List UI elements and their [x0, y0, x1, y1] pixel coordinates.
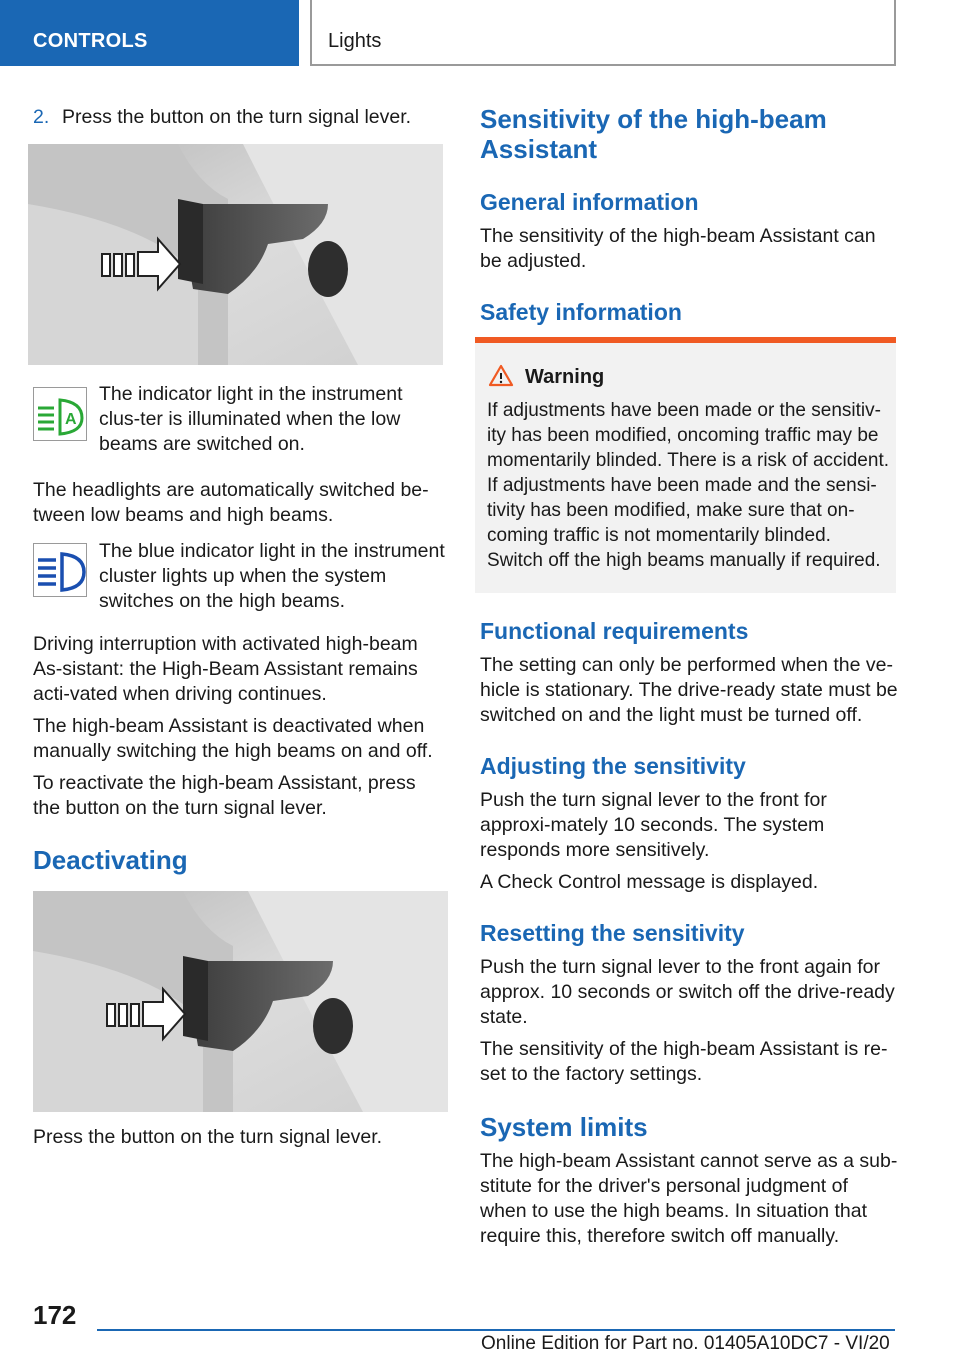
paragraph: Push the turn signal lever to the front for approxi-mately 10 seconds. The system responds more sensitively.: [480, 789, 827, 861]
warning-triangle-icon: [488, 364, 514, 388]
high-beam-icon: [33, 543, 87, 597]
step-2: [33, 106, 411, 129]
paragraph: The headlights are automatically switched be-tween low beams and high beams.: [33, 479, 429, 526]
footer-rule: [97, 1329, 895, 1331]
paragraph: The high-beam Assistant cannot serve as a sub-stitute for the driver's personal judgment of when to use the high beams. In situation that require this, therefore switch off manually.: [480, 1150, 898, 1247]
footer-edition: Online Edition for Part no. 01405A10DC7 - VI/20: [481, 1333, 890, 1354]
turn-signal-lever-photo: [28, 144, 443, 365]
heading-general-information: General information: [480, 189, 699, 215]
indicator2-description: The blue indicator light in the instrument cluster lights up when the system switches on the high beams.: [99, 540, 445, 612]
paragraph: The sensitivity of the high-beam Assistant can be adjusted.: [480, 225, 876, 272]
paragraph: To reactivate the high-beam Assistant, press the button on the turn signal lever.: [33, 772, 416, 819]
low-beam-assistant-icon: [33, 387, 87, 441]
svg-text:A: A: [65, 411, 77, 428]
step-text: Press the button on the turn signal lever.: [62, 106, 412, 128]
warning-text: If adjustments have been made or the sensitiv-ity has been modified, oncoming traffic may be momentarily blinded. There is a risk of accident. If adjustments have been made and the sensi-tivity has been modified, make sure that on-coming traffic is not momentarily blinded. Switch off the high beams manually if required.: [487, 400, 889, 571]
chapter-tab: [310, 0, 896, 66]
heading-sensitivity: Sensitivity of the high-beam Assistant: [480, 104, 827, 164]
section-tab: [0, 0, 299, 66]
heading-functional-requirements: Functional requirements: [480, 618, 749, 644]
heading-deactivating: Deactivating: [33, 845, 188, 875]
heading-safety-information: Safety information: [480, 299, 682, 325]
paragraph: Driving interruption with activated high-beam As-sistant: the High-Beam Assistant remains acti-vated when driving continues.: [33, 633, 418, 705]
paragraph: The high-beam Assistant is deactivated when manually switching the high beams on and off.: [33, 715, 433, 762]
warning-title: Warning: [525, 366, 605, 388]
paragraph: Push the turn signal lever to the front again for approx. 10 seconds or switch off the drive-ready state.: [480, 956, 895, 1028]
paragraph: A Check Control message is displayed.: [480, 871, 819, 893]
heading-resetting-sensitivity: Resetting the sensitivity: [480, 920, 745, 946]
turn-signal-lever-photo: [33, 891, 448, 1112]
chapter-title: Lights: [328, 30, 382, 52]
heading-system-limits: System limits: [480, 1112, 648, 1142]
step-number: 2.: [33, 106, 50, 128]
paragraph: The sensitivity of the high-beam Assistant is re-set to the factory settings.: [480, 1038, 888, 1085]
section-title: CONTROLS: [33, 30, 148, 52]
heading-adjusting-sensitivity: Adjusting the sensitivity: [480, 753, 746, 779]
paragraph: The setting can only be performed when the ve-hicle is stationary. The drive-ready state must be switched on and the light must be turned off.: [480, 654, 898, 726]
page-number: 172: [33, 1300, 77, 1330]
paragraph: Press the button on the turn signal lever.: [33, 1126, 383, 1148]
indicator1-description: The indicator light in the instrument clus-ter is illuminated when the low beams are switched on.: [99, 383, 403, 455]
